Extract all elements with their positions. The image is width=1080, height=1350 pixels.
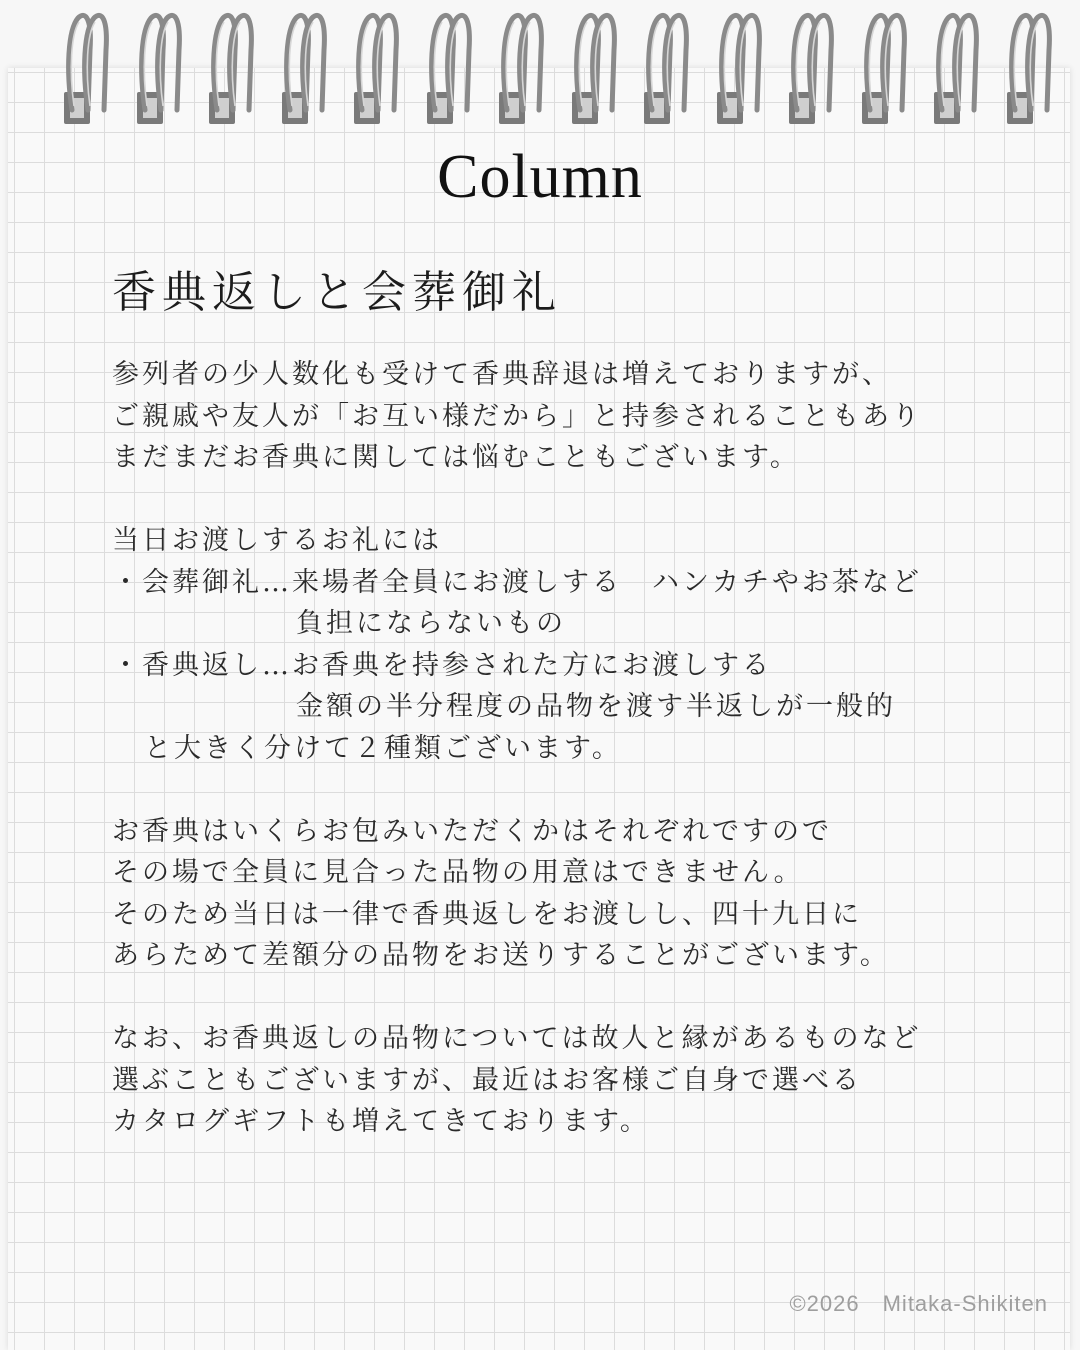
body-line: お香典はいくらお包みいただくかはそれぞれですので — [112, 815, 832, 847]
spiral-ring-icon — [58, 10, 118, 130]
body-line: 選ぶこともございますが、最近はお客様ご自身で選べる — [112, 1064, 862, 1096]
body-line: 参列者の少人数化も受けて香典辞退は増えておりますが、 — [112, 359, 892, 390]
spiral-ring-icon — [1001, 10, 1061, 130]
body-line: まだまだお香典に関しては悩むこともございます。 — [112, 442, 800, 473]
body-line: カタログギフトも増えてきております。 — [112, 1106, 650, 1137]
body-line: そのため当日は一律で香典返しをお渡しし、四十九日に — [112, 898, 862, 930]
spiral-ring-icon — [638, 10, 698, 130]
spiral-ring-icon — [711, 10, 771, 130]
spiral-ring-icon — [566, 10, 626, 130]
spiral-ring-icon — [131, 10, 191, 130]
bullet-kaiso-orei-detail: 負担にならないもの — [296, 608, 566, 639]
spiral-ring-icon — [856, 10, 916, 130]
spiral-ring-icon — [928, 10, 988, 130]
spiral-ring-icon — [348, 10, 408, 130]
bullet-koden-gaeshi-detail: 金額の半分程度の品物を渡す半返しが一般的 — [296, 691, 896, 722]
body-line: と大きく分けて２種類ございます。 — [144, 732, 622, 764]
spiral-ring-icon — [421, 10, 481, 130]
spiral-binding — [0, 0, 1080, 135]
copyright-text: ©2026 Mitaka-Shikiten — [789, 1291, 1048, 1316]
body-line: その場で全員に見合った品物の用意はできません。 — [112, 857, 804, 888]
spiral-ring-icon — [276, 10, 336, 130]
bullet-koden-gaeshi: ・香典返し…お香典を持参された方にお渡しする — [112, 649, 772, 681]
body-line: なお、お香典返しの品物については故人と縁があるものなど — [112, 1023, 922, 1054]
body-line: ご親戚や友人が「お互い様だから」と持参されることもあり — [112, 400, 922, 432]
bullet-kaiso-orei: ・会葬御礼…来場者全員にお渡しする ハンカチやお茶など — [112, 566, 922, 598]
body-line: 当日お渡しするお礼には — [112, 525, 442, 556]
column-body — [112, 354, 1012, 1143]
column-heading: 香典返しと会葬御礼 — [112, 267, 562, 318]
page-title: Column — [437, 143, 643, 211]
spiral-ring-icon — [203, 10, 263, 130]
spiral-ring-icon — [783, 10, 843, 130]
spiral-ring-icon — [493, 10, 553, 130]
body-line: あらためて差額分の品物をお送りすることがございます。 — [112, 940, 890, 971]
